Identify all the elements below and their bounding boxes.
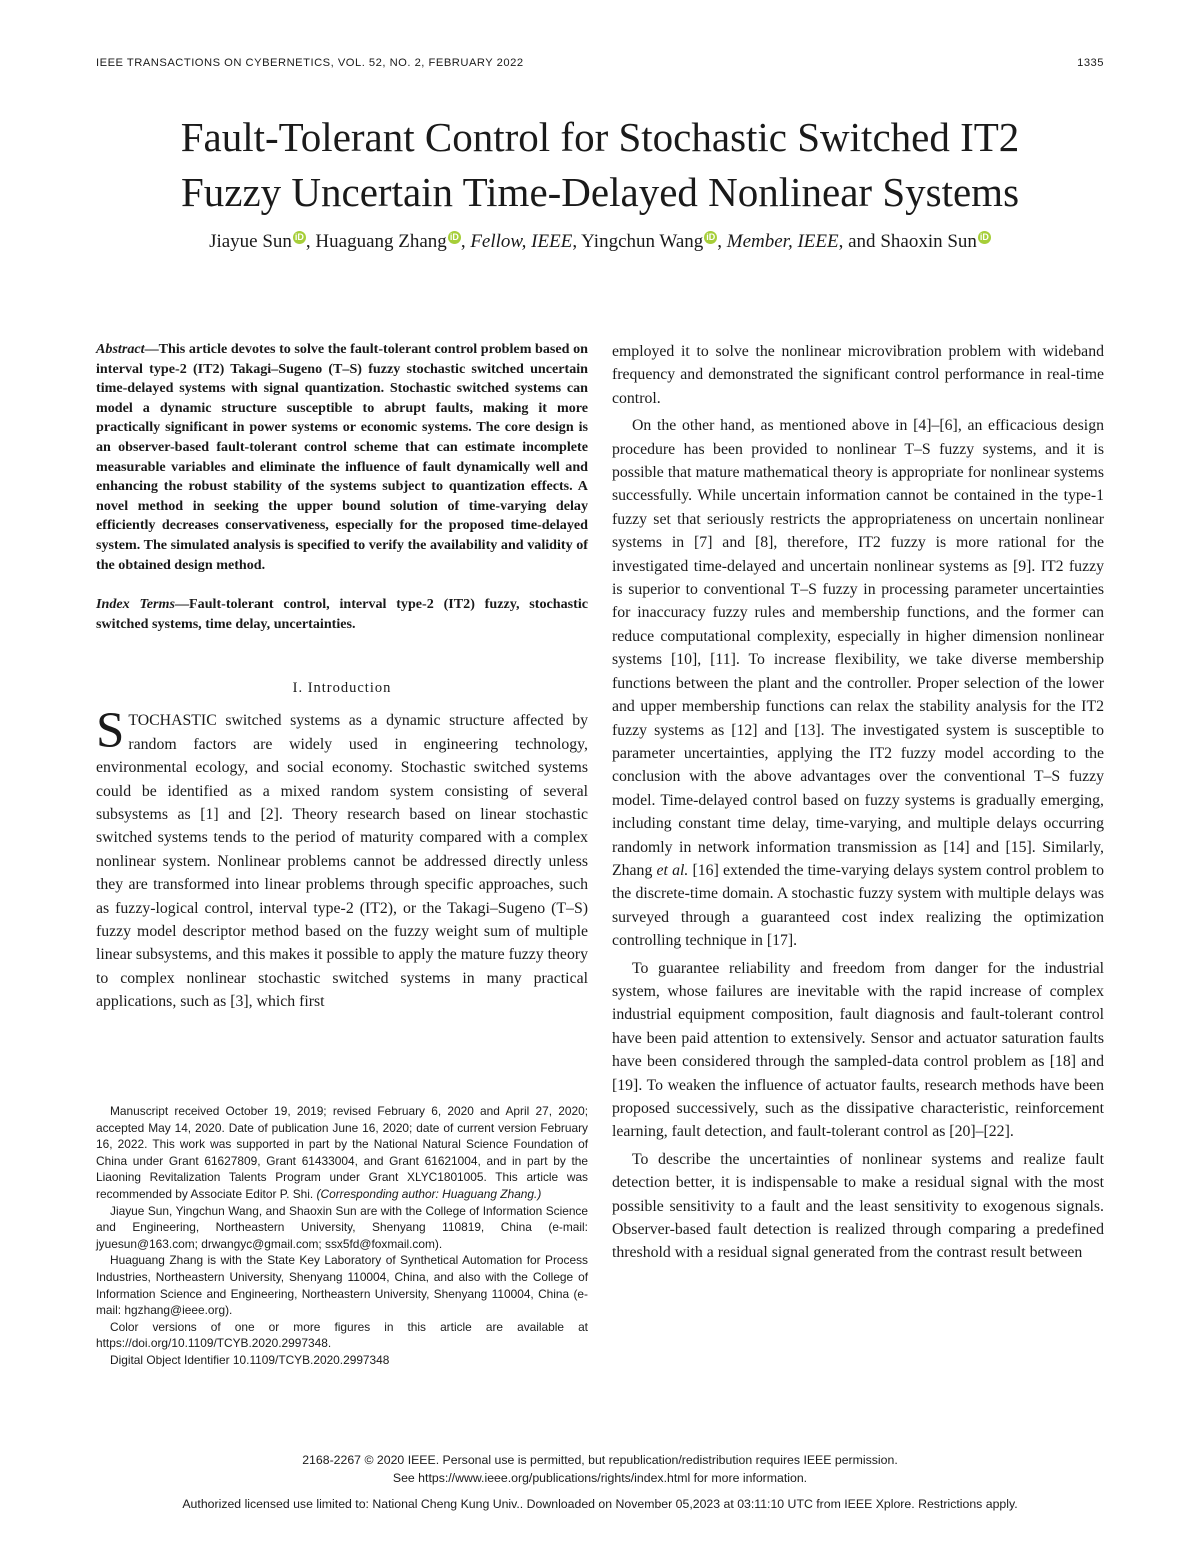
running-header [96, 57, 1104, 75]
abstract-label: Abstract [96, 341, 145, 357]
footnote-affiliation: Jiayue Sun, Yingchun Wang, and Shaoxin Sun are with the College of Information Science and Engineering, Northeastern University, Shenyang 110819, China (e-mail: jyuesun@163.com; drwangyc@gmail.com; ssx5fd@foxmail.com). [96, 1203, 588, 1251]
footnote-color-figures: Color versions of one or more figures in this article are available at https://doi.org/10.1109/TCYB.2020.2997348. [96, 1319, 588, 1351]
body-paragraph: To guarantee reliability and freedom from danger for the industrial system, whose failures are inevitable with the rapid increase of complex industrial equipment composition, fault diagnosis and fault-tolerant control have been paid attention to extensively. Sensor and actuator saturation faults have been considered through the sampled-data control problem as [18] and [19]. To weaken the influence of actuator faults, research methods have been proposed successively, such as the dissipative characteristic, reinforcement learning, fault detection, and fault-tolerant control as [20]–[22]. [612, 959, 1104, 1141]
body-paragraph: employed it to solve the nonlinear microvibration problem with wideband frequency and demonstrated the significant control performance in real-time control. [612, 343, 1104, 407]
copyright-line: 2168-2267 © 2020 IEEE. Personal use is permitted, but republication/redistribution requires IEEE permission. [302, 1453, 898, 1467]
footnote-doi: Digital Object Identifier 10.1109/TCYB.2020.2997348 [110, 1352, 390, 1367]
copyright-notice [96, 1451, 1104, 1487]
author-name: Yingchun Wang [581, 231, 704, 252]
footnote-affiliation: Huaguang Zhang is with the State Key Laboratory of Synthetical Automation for Process Industries, Northeastern University, Shenyang 110004, China, and also with the College of Information Science and Engineering, Northeastern University, Shenyang 110004, China (e-mail: hgzhang@ieee.org). [96, 1253, 588, 1318]
rights-link[interactable]: See https://www.ieee.org/publications/rights/index.html for more information. [392, 1471, 808, 1485]
abstract [96, 340, 588, 575]
intro-paragraph: STOCHASTIC switched systems as a dynamic structure affected by random factors are widely used in engineering technology, environmental ecology, and social economy. Stochastic switched systems could be identified as a mixed random system consisting of several subsystems as [1] and [2]. Theory research based on linear stochastic switched systems tends to the period of maturity compared with a complex nonlinear system. Nonlinear problems cannot be addressed directly unless they are transformed into linear problems through specific approaches, such as fuzzy-logical control, interval type-2 (IT2), or the Takagi–Sugeno (T–S) fuzzy model descriptor method based on the fuzzy weight sum of multiple linear subsystems, and this makes it possible to apply the mature fuzzy theory to complex nonlinear stochastic switched systems in many practical applications, such as [3], which first [96, 703, 588, 1011]
drop-cap: S [96, 703, 125, 760]
section-heading: I. Introduction [292, 680, 392, 697]
footnote-manuscript: Manuscript received October 19, 2019; revised February 6, 2020 and April 27, 2020; accepted May 14, 2020. Date of publication June 16, 2020; date of current version February 16, 2022. This work was supported in part by the National Natural Science Foundation of China under Grant 61627809, Grant 61433004, and Grant 61621004, and in part by the Liaoning Revitalization Talents Program under Grant XLYC1801005. This article was recommended by Associate Editor P. Shi. (Corresponding author: Huaguang Zhang.) [96, 1104, 588, 1201]
title-line-1: Fault-Tolerant Control for Stochastic Switched IT2 [180, 114, 1020, 160]
orcid-icon[interactable]: iD [706, 231, 716, 242]
index-terms-text: —Fault-tolerant control, interval type-2 (IT2) fuzzy, stochastic switched systems, time delay, uncertainties. [96, 596, 588, 632]
body-paragraph: To describe the uncertainties of nonlinear systems and realize fault detection better, it is indispensable to make a residual signal with the most possible sensitivity to a fault and the least sensitivity to exogenous signals. Observer-based fault detection is realized through comparing a predefined threshold with a residual signal generated from the contrast result between [612, 1150, 1104, 1262]
left-column [96, 340, 588, 1014]
abstract-text: —This article devotes to solve the fault-tolerant control problem based on interval type-2 (IT2) Takagi–Sugeno (T–S) fuzzy stochastic switched uncertain time-delayed systems with signal quantization. Stochastic switched systems can model a dynamic structure susceptible to abrupt faults, making it more practically significant in power systems or economic systems. The core design is an observer-based fault-tolerant control scheme that can estimate incomplete measurable variables and eliminate the influence of fault dynamically well and enhancing the robust stability of the systems subject to quantization effects. A novel method in seeking the upper bound solution of time-varying delay efficiently decreases conservativeness, especially for the proposed time-delayed system. The simulated analysis is specified to verify the availability and validity of the obtained design method. [96, 341, 588, 573]
index-terms [96, 595, 588, 634]
author-role: Fellow, IEEE [470, 231, 573, 252]
orcid-icon[interactable]: iD [449, 231, 459, 242]
page-number: 1335 [1077, 57, 1104, 69]
author-role: Member, IEEE [726, 231, 839, 252]
right-column [612, 340, 1104, 1265]
author-list: Jiayue Sun iD , Huaguang Zhang iD , Fellow, IEEE, Yingchun Wang iD , Member, IEEE, and Shaoxin Sun iD [209, 231, 989, 252]
title-line-2: Fuzzy Uncertain Time-Delayed Nonlinear Systems [180, 169, 1020, 215]
body-paragraph: On the other hand, as mentioned above in [4]–[6], an efficacious design procedure has been provided to nonlinear T–S fuzzy systems, and it is possible that mature mathematical theory is appropriate for nonlinear systems successfully. While uncertain information cannot be contained in the type-1 fuzzy set that seriously restricts the appropriateness on uncertain nonlinear systems in [7] and [8], therefore, IT2 fuzzy is more rational for the investigated time-delayed and uncertain nonlinear systems as [9]. IT2 fuzzy is superior to conventional T–S fuzzy in processing parameter uncertainties for inaccuracy fuzzy rules and membership functions, and the former can reduce computational complexity, especially in higher dimension nonlinear systems [10], [11]. To increase flexibility, we take diverse membership functions between the plant and the controller. Proper selection of the lower and upper membership functions can relax the stability analysis for the IT2 fuzzy systems as [12] and [13]. The investigated system is susceptible to parameter uncertainties, applying the IT2 fuzzy model according to the conclusion with the above advantages over the conventional T–S fuzzy model. Time-delayed control based on fuzzy systems is gradually emerging, including constant time delay, time-varying, and multiple delays occurring randomly in network information transmission as [14] and [15]. Similarly, Zhang et al. [16] extended the time-varying delays system control problem to the discrete-time domain. A stochastic fuzzy system with multiple delays was surveyed through a guaranteed cost index realizing the optimization controlling technique in [17]. [612, 417, 1104, 950]
author-name: Shaoxin Sun [880, 231, 977, 252]
license-notice: Authorized licensed use limited to: National Cheng Kung Univ.. Downloaded on November 05,2023 at 03:11:10 UTC from IEEE Xplore. Restrictions apply. [182, 1497, 1018, 1511]
orcid-icon[interactable]: iD [979, 231, 989, 242]
orcid-icon[interactable]: iD [294, 231, 304, 242]
corresponding-author: (Corresponding author: Huaguang Zhang.) [316, 1186, 542, 1201]
footnotes [96, 1103, 588, 1369]
author-name: Huaguang Zhang [315, 231, 447, 252]
index-terms-label: Index Terms [96, 596, 175, 613]
author-name: Jiayue Sun [209, 231, 292, 252]
paper-title [60, 110, 1140, 220]
journal-header: IEEE TRANSACTIONS ON CYBERNETICS, VOL. 52, NO. 2, FEBRUARY 2022 [96, 57, 524, 69]
